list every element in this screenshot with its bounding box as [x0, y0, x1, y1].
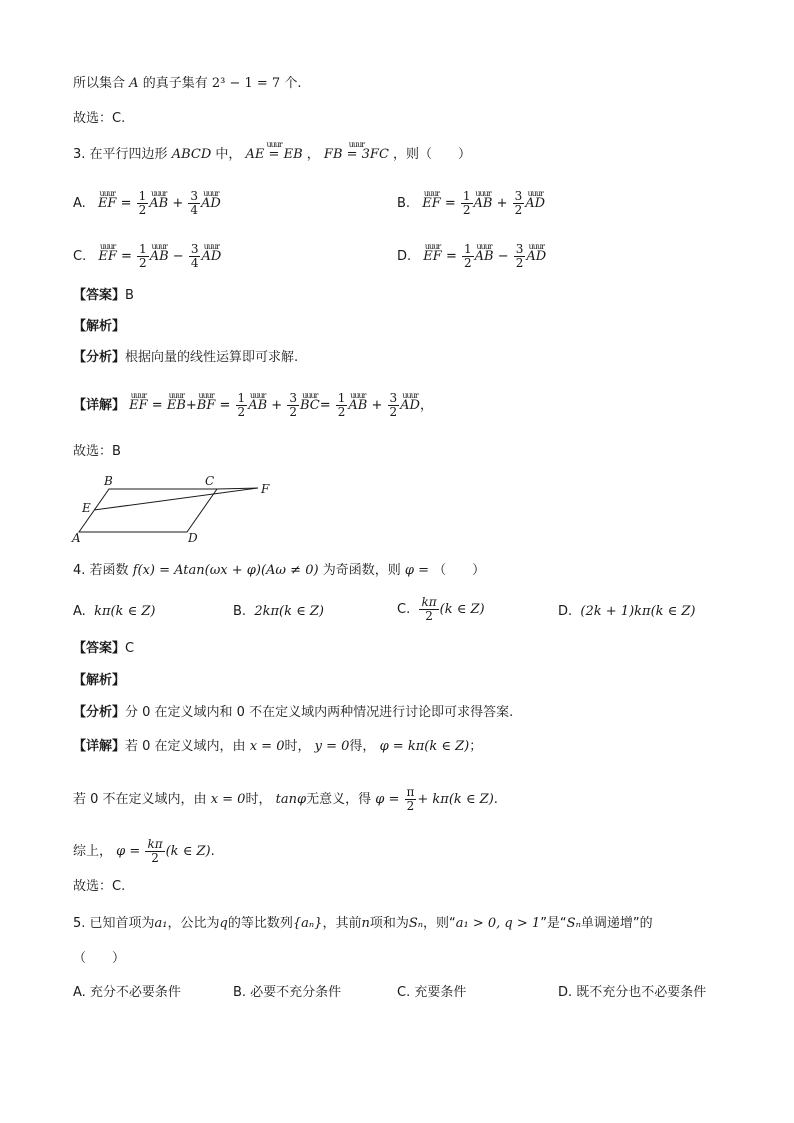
q5-option-c[interactable]: C. 充要条件 [397, 985, 467, 1000]
q5-option-a[interactable]: A. 充分不必要条件 [73, 985, 181, 1000]
math-var: ABCD [171, 147, 212, 162]
q3-option-a[interactable]: A. uuur EF = $\frac{1}{2}$ uuur AB + $\frac{3}{4}$ uuur AD [73, 189, 221, 217]
label-e: E [82, 501, 91, 515]
q3-option-b[interactable]: B. uuur EF = $\frac{1}{2}$ uuur AB + $\frac{3}{2}$ uuur AD [397, 189, 546, 217]
q4-fenxi: 【分析】分 0 在定义域内和 0 不在定义域内两种情况进行讨论即可求得答案. [73, 705, 514, 720]
q3-select: 故选：B [73, 444, 121, 459]
q5-option-b[interactable]: B. 必要不充分条件 [233, 985, 342, 1000]
question-4-stem: 4. 若函数 f(x) = Atan(ωx + φ)(Aω ≠ 0) 为奇函数，则 φ = （ ） [73, 563, 486, 578]
parallelogram-figure [70, 470, 280, 546]
text: 中， [215, 147, 242, 162]
q4-select: 故选：C. [73, 879, 126, 894]
text: 所以集合 [73, 76, 126, 91]
math-expression: 2³ − 1 = 7 [211, 76, 281, 91]
q3-option-d[interactable]: D. uuur EF = $\frac{1}{2}$ uuur AB − $\frac{3}{2}$ uuur AD [397, 242, 547, 270]
q4-answer: 【答案】C [73, 641, 135, 656]
label-b: B [104, 474, 113, 488]
math-var: A [129, 76, 139, 91]
select-line-1: 故选：C. [73, 111, 126, 126]
q3-xiangjie: 【详解】 uuur EF = uuur EB+ uuur BF = $\frac{1}{2}$ uuur AB + $\frac{3}{2}$ uuur BC= $\frac{1}{2}$ uuur AB + $\frac{3}{2}$ uuur AD， [73, 391, 433, 419]
q4-summary: 综上， φ = $\frac{k\pi}{2}$ (k ∈ Z). [73, 837, 215, 865]
q3-fenxi: 【分析】根据向量的线性运算即可求解. [73, 350, 299, 365]
text: 个. [284, 76, 302, 91]
q4-option-c[interactable]: C. $\frac{k\pi}{2}$ (k ∈ Z) [397, 595, 485, 623]
q5-paren: （ ） [73, 951, 126, 966]
label-a: A [72, 531, 81, 545]
question-5-stem: 5. 已知首项为a₁，公比为q的等比数列{aₙ}，其前n项和为Sₙ，则“a₁ > 0, q > 1”是“Sₙ单调递增”的 [73, 916, 653, 931]
q4-option-a[interactable]: A. kπ(k ∈ Z) [73, 604, 156, 619]
text: 的真子集有 [142, 76, 208, 91]
q3-option-c[interactable]: C. uuur EF = $\frac{1}{2}$ uuur AB − $\frac{3}{4}$ uuur AD [73, 242, 222, 270]
parallelogram-abcd [79, 489, 217, 532]
q4-xiangjie-2: 若 0 不在定义域内，由 x = 0时， tanφ无意义，得 φ = $\frac{\pi}{2}$ + kπ(k ∈ Z). [73, 785, 498, 813]
label-d: D [188, 531, 198, 545]
line-subset-count [73, 75, 301, 93]
label-c: C [205, 474, 215, 488]
vector-condition-1: uuur AE = EB [245, 140, 303, 162]
segment-ef [94, 488, 258, 510]
q4-option-d[interactable]: D. (2k + 1)kπ(k ∈ Z) [558, 604, 696, 619]
q4-xiangjie-1: 【详解】若 0 在定义域内，由 x = 0时， y = 0得， φ = kπ(k ∈ Z)； [73, 739, 483, 754]
math-function: f(x) = Atan(ωx + φ)(Aω ≠ 0) [132, 563, 319, 578]
label-f: F [261, 482, 270, 496]
q3-answer: 【答案】B [73, 288, 134, 303]
q5-option-d[interactable]: D. 既不充分也不必要条件 [558, 985, 707, 1000]
vector-condition-2: uuur FB = 3FC [323, 140, 389, 162]
text: ，则（ ） [393, 147, 472, 162]
q3-jiexi: 【解析】 [73, 319, 126, 334]
question-3-stem: 3. 在平行四边形 ABCD 中， uuur AE = EB ， uuur FB = 3FC ，则（ ） [73, 140, 472, 162]
q4-option-b[interactable]: B. 2kπ(k ∈ Z) [233, 604, 324, 619]
q4-jiexi: 【解析】 [73, 673, 126, 688]
text: 3. 在平行四边形 [73, 147, 168, 162]
